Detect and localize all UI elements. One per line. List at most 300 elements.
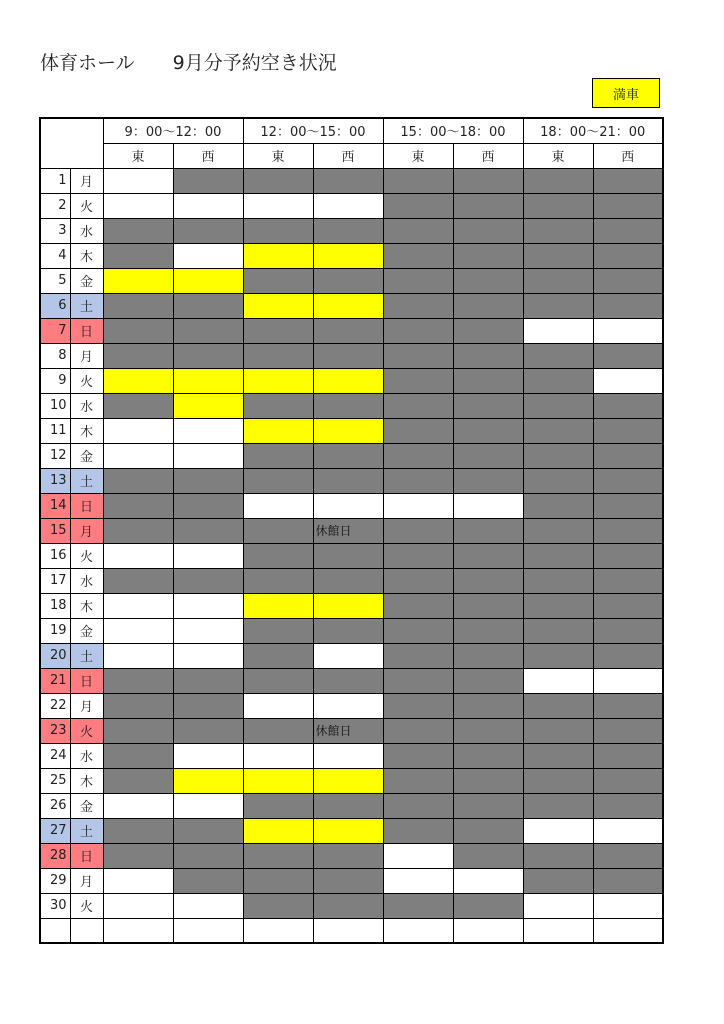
slot-cell [173,218,243,243]
slot-cell [173,193,243,218]
slot-cell [383,193,453,218]
day-number: 22 [40,693,70,718]
slot-cell [453,468,523,493]
table-row [40,268,663,293]
slot-cell [593,318,663,343]
slot-cell [103,768,173,793]
table-row [40,568,663,593]
time-slot-header: 18：00～21：00 [523,118,663,143]
slot-cell [593,843,663,868]
day-number: 28 [40,843,70,868]
slot-cell [593,243,663,268]
slot-cell [593,593,663,618]
day-number: 14 [40,493,70,518]
side-header-east: 東 [243,143,313,168]
slot-cell [243,743,313,768]
table-row [40,193,663,218]
side-header-east: 東 [523,143,593,168]
slot-cell [313,893,383,918]
slot-cell [313,218,383,243]
slot-cell [523,768,593,793]
table-row [40,293,663,318]
slot-cell [103,293,173,318]
slot-cell [313,793,383,818]
slot-cell [593,768,663,793]
slot-cell [243,168,313,193]
slot-cell [173,268,243,293]
slot-cell [453,843,523,868]
slot-cell [103,168,173,193]
slot-cell [523,543,593,568]
slot-cell [243,343,313,368]
slot-cell [173,718,243,743]
slot-cell [243,493,313,518]
slot-cell [243,918,313,943]
slot-cell [383,768,453,793]
table-row [40,868,663,893]
slot-cell [173,493,243,518]
slot-cell [383,543,453,568]
slot-cell [523,368,593,393]
slot-cell [243,868,313,893]
slot-cell [523,743,593,768]
slot-cell [453,593,523,618]
slot-cell [103,568,173,593]
slot-cell [523,818,593,843]
slot-cell [593,668,663,693]
day-of-week: 金 [70,443,103,468]
day-of-week: 火 [70,718,103,743]
slot-cell [453,543,523,568]
table-row [40,893,663,918]
slot-cell [313,443,383,468]
slot-cell [173,243,243,268]
slot-cell [593,368,663,393]
day-of-week: 月 [70,343,103,368]
slot-cell [523,893,593,918]
slot-cell [593,218,663,243]
slot-cell [313,193,383,218]
slot-cell [243,643,313,668]
day-number: 12 [40,443,70,468]
slot-cell [313,318,383,343]
table-row [40,668,663,693]
slot-cell [243,793,313,818]
day-number: 19 [40,618,70,643]
day-number: 27 [40,818,70,843]
slot-cell [523,793,593,818]
slot-cell [173,418,243,443]
slot-cell [453,243,523,268]
slot-cell [593,918,663,943]
day-number: 23 [40,718,70,743]
table-row [40,543,663,568]
slot-cell [593,268,663,293]
slot-cell [523,318,593,343]
reservation-table [39,117,664,944]
day-number: 16 [40,543,70,568]
table-row [40,793,663,818]
day-of-week: 日 [70,843,103,868]
slot-cell [383,443,453,468]
slot-cell [103,543,173,568]
slot-cell [103,668,173,693]
slot-cell [453,568,523,593]
slot-cell [173,843,243,868]
page-title: 体育ホール 9月分予約空き状況 [40,52,337,74]
slot-cell [593,868,663,893]
day-number: 17 [40,568,70,593]
slot-cell [313,293,383,318]
slot-cell [313,468,383,493]
day-of-week: 土 [70,818,103,843]
day-number: 26 [40,793,70,818]
slot-cell [523,493,593,518]
closed-day-label: 休館日 [315,524,352,538]
slot-cell [523,243,593,268]
slot-cell [173,543,243,568]
slot-cell [103,468,173,493]
day-number: 15 [40,518,70,543]
slot-cell [173,168,243,193]
slot-cell [313,418,383,443]
time-slot-header: 9：00～12：00 [103,118,243,143]
slot-cell [523,468,593,493]
slot-cell [313,818,383,843]
slot-cell [593,543,663,568]
day-of-week: 土 [70,643,103,668]
slot-cell [453,343,523,368]
slot-cell [593,893,663,918]
side-header-east: 東 [103,143,173,168]
slot-cell [103,218,173,243]
slot-cell [173,768,243,793]
slot-cell [593,743,663,768]
slot-cell [103,818,173,843]
day-of-week: 日 [70,668,103,693]
slot-cell [243,593,313,618]
slot-cell [313,393,383,418]
slot-cell [103,343,173,368]
slot-cell [453,518,523,543]
slot-cell [383,268,453,293]
slot-cell [243,543,313,568]
slot-cell [523,293,593,318]
day-number: 6 [40,293,70,318]
slot-cell [243,893,313,918]
slot-cell [383,843,453,868]
slot-cell [173,293,243,318]
slot-cell [103,518,173,543]
day-number: 4 [40,243,70,268]
slot-cell [593,468,663,493]
slot-cell [453,168,523,193]
slot-cell [173,743,243,768]
table-row [40,768,663,793]
slot-cell [103,893,173,918]
slot-cell [243,618,313,643]
day-of-week: 火 [70,368,103,393]
slot-cell [103,618,173,643]
day-number: 9 [40,368,70,393]
slot-cell [173,918,243,943]
slot-cell [313,493,383,518]
slot-cell [103,743,173,768]
slot-cell [313,618,383,643]
day-of-week: 月 [70,868,103,893]
day-number: 5 [40,268,70,293]
slot-cell [243,268,313,293]
slot-cell [103,718,173,743]
slot-cell [453,743,523,768]
slot-cell [383,743,453,768]
slot-cell [103,318,173,343]
table-row [40,318,663,343]
slot-cell [453,418,523,443]
slot-cell [103,418,173,443]
day-of-week: 水 [70,743,103,768]
slot-cell [173,368,243,393]
slot-cell [243,368,313,393]
slot-cell [103,243,173,268]
slot-cell [173,518,243,543]
table-row [40,518,663,543]
slot-cell [313,243,383,268]
slot-cell [383,918,453,943]
slot-cell [313,343,383,368]
day-of-week: 木 [70,418,103,443]
slot-cell [313,593,383,618]
slot-cell [103,493,173,518]
side-header-east: 東 [383,143,453,168]
slot-cell [243,193,313,218]
slot-cell [453,893,523,918]
closed-day-label: 休館日 [315,724,352,738]
slot-cell [103,643,173,668]
table-row [40,918,663,943]
slot-cell [523,718,593,743]
day-of-week: 土 [70,293,103,318]
day-number: 8 [40,343,70,368]
day-number: 25 [40,768,70,793]
slot-cell [383,893,453,918]
slot-cell [173,318,243,343]
slot-cell [313,693,383,718]
day-number: 24 [40,743,70,768]
slot-cell [243,768,313,793]
day-of-week: 火 [70,543,103,568]
slot-cell [313,843,383,868]
table-row [40,168,663,193]
day-of-week: 水 [70,568,103,593]
slot-cell [173,393,243,418]
slot-cell [243,668,313,693]
slot-cell [523,168,593,193]
slot-cell [243,718,313,743]
slot-cell [313,168,383,193]
slot-cell [593,493,663,518]
slot-cell [523,418,593,443]
slot-cell [243,418,313,443]
table-row [40,468,663,493]
side-header-west: 西 [173,143,243,168]
slot-cell [173,893,243,918]
day-of-week: 金 [70,793,103,818]
slot-cell [453,493,523,518]
slot-cell [453,643,523,668]
slot-cell [383,518,453,543]
slot-cell [313,743,383,768]
slot-cell [453,818,523,843]
day-of-week: 日 [70,493,103,518]
day-of-week: 木 [70,243,103,268]
day-number: 18 [40,593,70,618]
table-row [40,593,663,618]
slot-cell [593,193,663,218]
slot-cell [173,693,243,718]
slot-cell [593,343,663,368]
slot-cell [313,543,383,568]
day-number: 10 [40,393,70,418]
day-of-week: 金 [70,618,103,643]
day-number: 1 [40,168,70,193]
day-of-week: 木 [70,593,103,618]
slot-cell [593,793,663,818]
slot-cell [243,393,313,418]
slot-cell [453,393,523,418]
day-number: 3 [40,218,70,243]
slot-cell [173,793,243,818]
slot-cell [523,268,593,293]
side-header-west: 西 [453,143,523,168]
slot-cell [593,718,663,743]
closed-day-cell [313,718,383,743]
day-of-week: 月 [70,693,103,718]
slot-cell [173,468,243,493]
slot-cell [243,293,313,318]
slot-cell [103,193,173,218]
slot-cell [453,668,523,693]
legend-full-badge: 満車 [592,78,660,108]
slot-cell [453,218,523,243]
slot-cell [313,368,383,393]
slot-cell [383,618,453,643]
header-row-time-slots [40,118,663,143]
slot-cell [593,618,663,643]
slot-cell [593,443,663,468]
slot-cell [173,568,243,593]
table-row [40,418,663,443]
slot-cell [243,693,313,718]
day-of-week [70,918,103,943]
slot-cell [383,818,453,843]
slot-cell [313,643,383,668]
slot-cell [103,793,173,818]
table-row [40,718,663,743]
day-of-week: 日 [70,318,103,343]
slot-cell [243,443,313,468]
slot-cell [313,768,383,793]
slot-cell [523,343,593,368]
table-row [40,743,663,768]
day-of-week: 水 [70,218,103,243]
day-of-week: 火 [70,193,103,218]
slot-cell [383,468,453,493]
table-row [40,393,663,418]
slot-cell [523,393,593,418]
slot-cell [593,643,663,668]
slot-cell [103,268,173,293]
slot-cell [383,343,453,368]
slot-cell [313,868,383,893]
day-number: 2 [40,193,70,218]
slot-cell [173,443,243,468]
slot-cell [593,568,663,593]
day-number: 20 [40,643,70,668]
slot-cell [523,643,593,668]
slot-cell [383,418,453,443]
slot-cell [453,443,523,468]
slot-cell [383,493,453,518]
slot-cell [453,368,523,393]
side-header-west: 西 [313,143,383,168]
day-number: 11 [40,418,70,443]
slot-cell [593,168,663,193]
day-number: 7 [40,318,70,343]
slot-cell [453,768,523,793]
slot-cell [523,693,593,718]
slot-cell [523,668,593,693]
slot-cell [103,368,173,393]
slot-cell [453,718,523,743]
slot-cell [383,293,453,318]
day-of-week: 火 [70,893,103,918]
day-of-week: 月 [70,518,103,543]
slot-cell [173,343,243,368]
slot-cell [453,918,523,943]
slot-cell [523,568,593,593]
day-number: 29 [40,868,70,893]
table-row [40,243,663,268]
slot-cell [453,193,523,218]
header-corner [40,118,103,168]
day-of-week: 木 [70,768,103,793]
slot-cell [453,868,523,893]
table-row [40,618,663,643]
slot-cell [453,618,523,643]
slot-cell [593,818,663,843]
slot-cell [173,643,243,668]
slot-cell [453,318,523,343]
table-row [40,443,663,468]
slot-cell [593,293,663,318]
slot-cell [383,718,453,743]
slot-cell [453,793,523,818]
slot-cell [173,818,243,843]
slot-cell [243,518,313,543]
slot-cell [243,218,313,243]
slot-cell [243,818,313,843]
table-row [40,643,663,668]
slot-cell [383,693,453,718]
side-header-west: 西 [593,143,663,168]
day-of-week: 水 [70,393,103,418]
header-row-sides [40,143,663,168]
slot-cell [243,468,313,493]
day-of-week: 月 [70,168,103,193]
slot-cell [383,593,453,618]
day-number: 13 [40,468,70,493]
